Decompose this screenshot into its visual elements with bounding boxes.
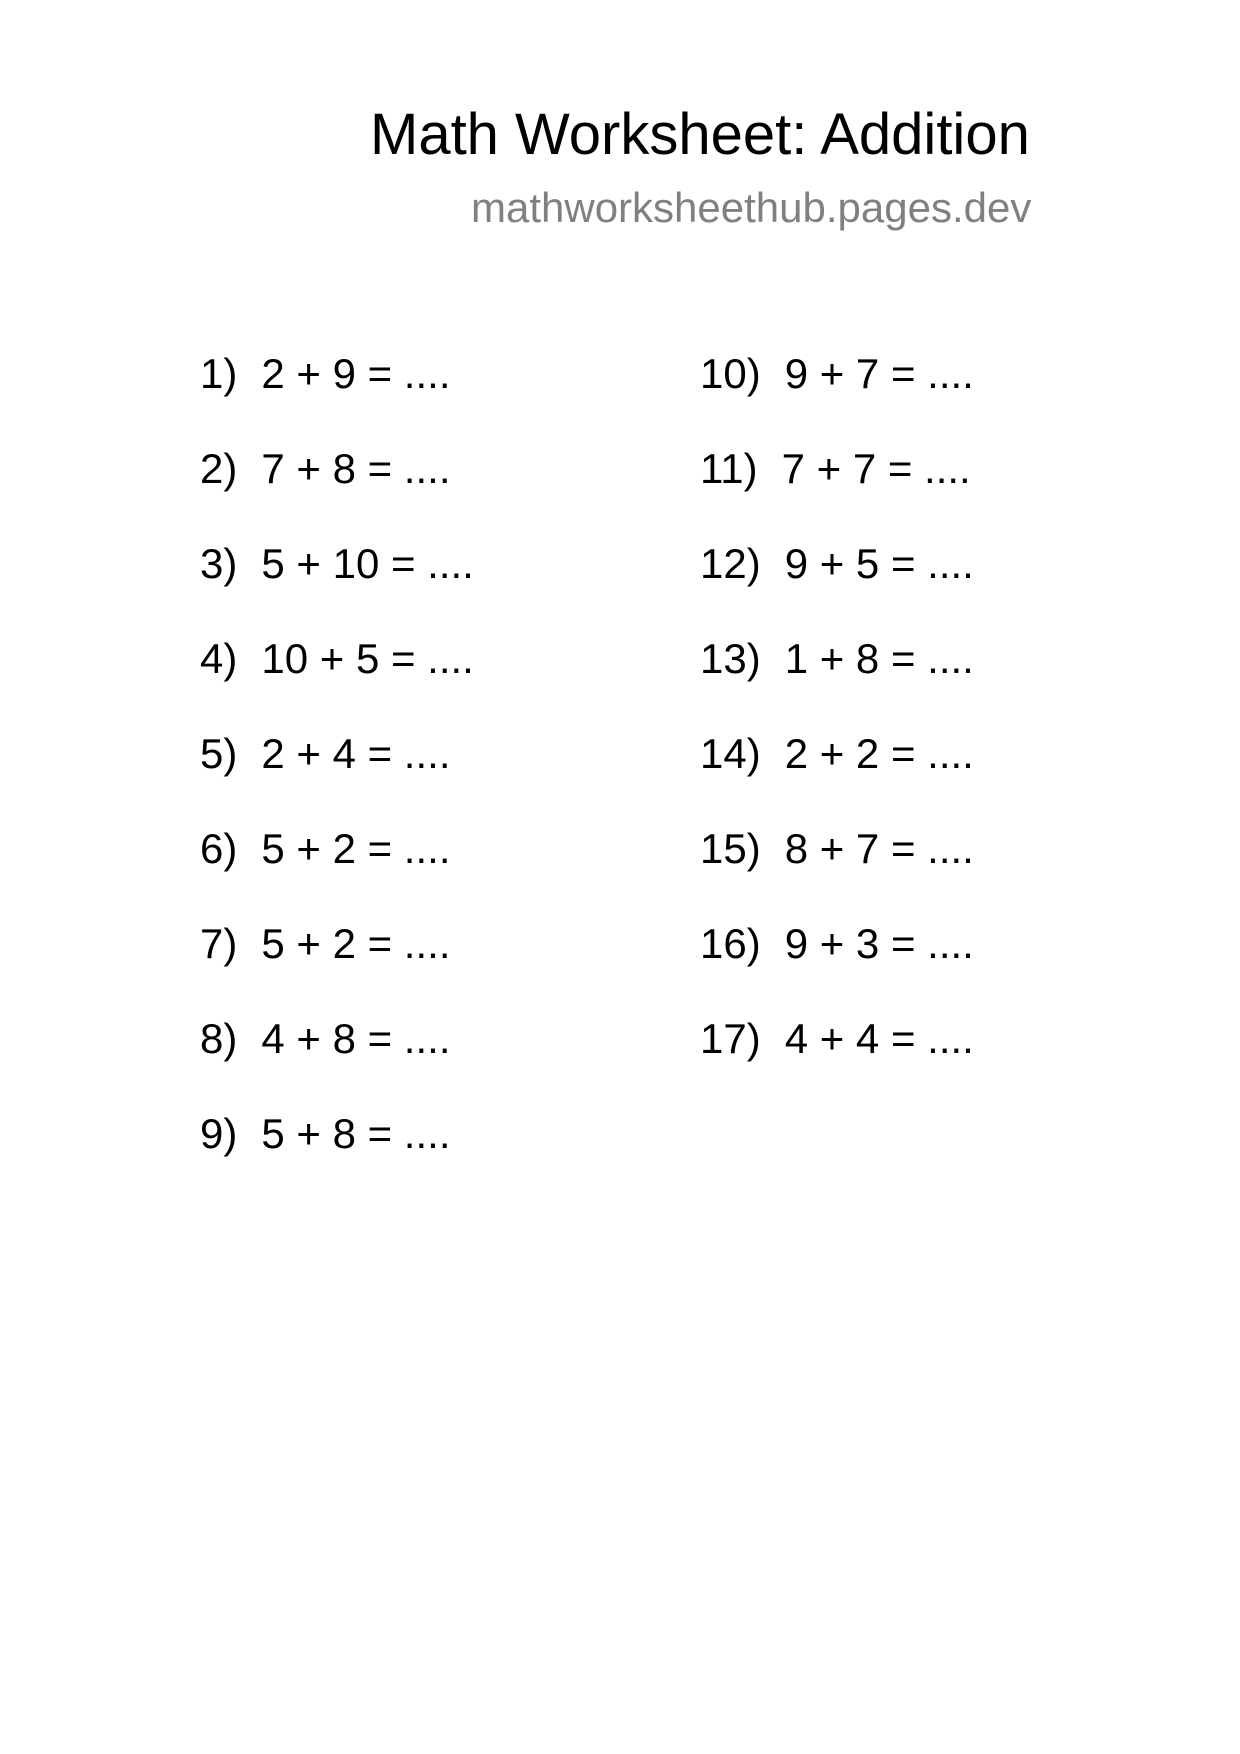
problem-number: 10) — [700, 350, 761, 397]
problem-number: 5) — [200, 730, 238, 777]
problem-item — [700, 919, 974, 1014]
problem-expression: 5 + 8 = .... — [261, 1110, 451, 1157]
problem-item — [700, 729, 974, 824]
problem-expression: 2 + 9 = .... — [261, 350, 451, 397]
problem-expression: 7 + 7 = .... — [781, 445, 971, 492]
problem-expression: 9 + 5 = .... — [784, 540, 974, 587]
problem-number: 4) — [200, 635, 238, 682]
problem-expression: 5 + 10 = .... — [261, 540, 474, 587]
problem-column-left — [200, 349, 474, 1204]
problem-number: 11) — [700, 445, 758, 492]
problem-expression: 7 + 8 = .... — [261, 445, 451, 492]
problem-item — [200, 634, 474, 729]
problem-item — [700, 1014, 974, 1109]
problem-number: 13) — [700, 635, 761, 682]
problem-item — [200, 1014, 474, 1109]
page-title: Math Worksheet: Addition — [370, 102, 1030, 167]
problem-expression: 4 + 4 = .... — [784, 1015, 974, 1062]
problem-item — [700, 444, 974, 539]
problem-number: 9) — [200, 1110, 238, 1157]
problem-number: 1) — [200, 350, 238, 397]
problem-expression: 5 + 2 = .... — [261, 920, 451, 967]
problem-number: 17) — [700, 1015, 761, 1062]
problem-item — [200, 729, 474, 824]
problem-item — [700, 634, 974, 729]
problem-number: 12) — [700, 540, 761, 587]
problem-item — [200, 539, 474, 634]
problem-number: 3) — [200, 540, 238, 587]
problem-number: 14) — [700, 730, 761, 777]
problem-item — [700, 824, 974, 919]
problem-expression: 2 + 4 = .... — [261, 730, 451, 777]
problem-item — [700, 349, 974, 444]
problem-number: 8) — [200, 1015, 238, 1062]
problem-number: 6) — [200, 825, 238, 872]
site-url: mathworksheethub.pages.dev — [471, 184, 1032, 231]
problem-number: 7) — [200, 920, 238, 967]
problem-expression: 10 + 5 = .... — [261, 635, 474, 682]
problem-number: 16) — [700, 920, 761, 967]
problem-column-right — [700, 349, 974, 1109]
problem-item — [200, 1109, 474, 1204]
problem-item — [200, 919, 474, 1014]
problem-expression: 9 + 3 = .... — [784, 920, 974, 967]
problem-expression: 1 + 8 = .... — [784, 635, 974, 682]
problem-item — [200, 349, 474, 444]
problem-item — [700, 539, 974, 634]
problem-expression: 2 + 2 = .... — [784, 730, 974, 777]
problem-item — [200, 824, 474, 919]
problem-number: 15) — [700, 825, 761, 872]
problem-expression: 5 + 2 = .... — [261, 825, 451, 872]
problem-expression: 4 + 8 = .... — [261, 1015, 451, 1062]
problem-item — [200, 444, 474, 539]
problem-expression: 8 + 7 = .... — [784, 825, 974, 872]
problem-number: 2) — [200, 445, 238, 492]
problem-expression: 9 + 7 = .... — [784, 350, 974, 397]
